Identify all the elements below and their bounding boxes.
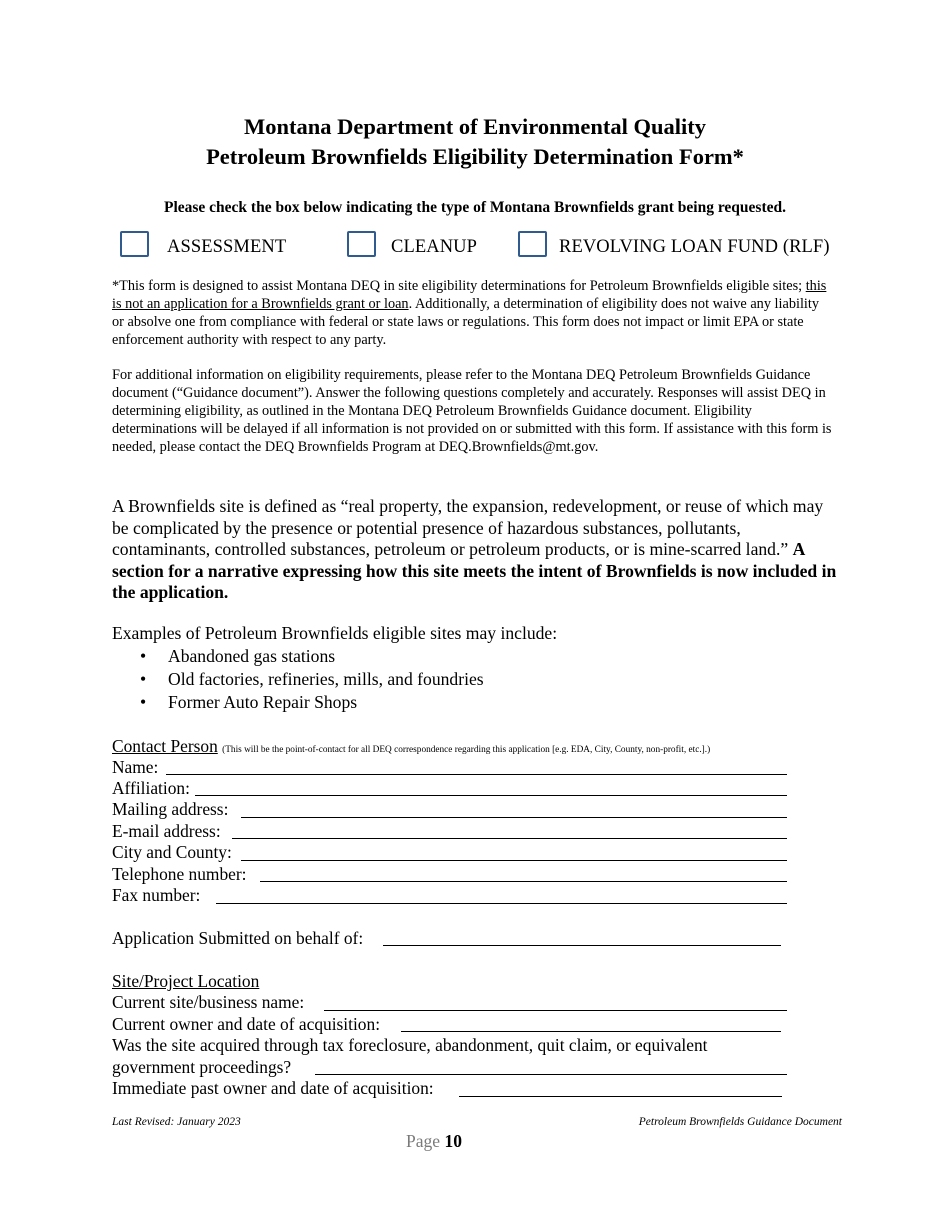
fax-field[interactable] xyxy=(216,903,787,904)
tax-foreclosure-label-2: government proceedings? xyxy=(112,1057,292,1077)
current-owner-label: Current owner and date of acquisition: xyxy=(112,1014,381,1034)
document-name: Petroleum Brownfields Guidance Document xyxy=(638,1116,842,1128)
affiliation-field[interactable] xyxy=(195,795,787,796)
cleanup-label: CLEANUP xyxy=(391,237,478,257)
site-business-name-field[interactable] xyxy=(324,1010,787,1011)
behalf-field[interactable] xyxy=(383,945,781,946)
definition-bold-note: A section for a narrative expressing how this site meets the intent of Brownfields is now included in the application. xyxy=(112,539,837,602)
examples-list xyxy=(112,645,484,714)
page-number-value: 10 xyxy=(444,1131,462,1151)
examples-intro: Examples of Petroleum Brownfields eligible sites may include: xyxy=(112,623,558,643)
disclaimer-underlined: this is not an application for a Brownfields grant or loan xyxy=(112,278,827,312)
past-owner-label: Immediate past owner and date of acquisition: xyxy=(112,1078,434,1098)
affiliation-label: Affiliation: xyxy=(112,778,190,798)
title-line-2: Petroleum Brownfields Eligibility Determination Form* xyxy=(206,144,744,169)
contact-section-heading xyxy=(112,736,710,757)
current-owner-field[interactable] xyxy=(401,1031,781,1032)
assessment-checkbox[interactable] xyxy=(120,231,149,257)
disclaimer-paragraph xyxy=(112,277,832,349)
behalf-label: Application Submitted on behalf of: xyxy=(112,928,364,948)
tax-foreclosure-field[interactable] xyxy=(315,1074,787,1075)
assessment-label: ASSESSMENT xyxy=(167,237,287,257)
name-field[interactable] xyxy=(166,774,787,775)
disclaimer-text-2: . Additionally, a determination of eligibility does not waive any liability or absolve one from compliance with federal or state laws or regulations. This form does not impact or limit EPA or state enforcement authority with respect to any party. xyxy=(112,296,820,348)
rlf-label: REVOLVING LOAN FUND (RLF) xyxy=(559,237,830,257)
rlf-checkbox[interactable] xyxy=(518,231,547,257)
cleanup-checkbox[interactable] xyxy=(347,231,376,257)
list-item: • Former Auto Repair Shops xyxy=(112,691,484,714)
contact-heading: Contact Person xyxy=(112,736,218,756)
grant-type-options xyxy=(0,230,950,262)
city-county-field[interactable] xyxy=(241,860,787,861)
site-location-heading: Site/Project Location xyxy=(112,971,260,991)
email-label: E-mail address: xyxy=(112,821,221,841)
name-label: Name: xyxy=(112,757,159,777)
tax-foreclosure-label-1: Was the site acquired through tax foreclosure, abandonment, quit claim, or equivalent xyxy=(112,1035,708,1055)
mailing-address-field[interactable] xyxy=(241,817,787,818)
page-label: Page xyxy=(406,1131,441,1151)
telephone-field[interactable] xyxy=(260,881,787,882)
last-revised: Last Revised: January 2023 xyxy=(112,1116,241,1128)
definition-text: A Brownfields site is defined as “real property, the expansion, redevelopment, or reuse of which may be complicated by the presence or potential presence of hazardous substances, pollutants, contaminants, controlled substances, petroleum or petroleum products, or is mine-scarred land.” xyxy=(112,496,824,559)
brownfields-definition xyxy=(112,496,842,604)
fax-label: Fax number: xyxy=(112,885,201,905)
list-item: • Abandoned gas stations xyxy=(112,645,484,668)
title-line-1: Montana Department of Environmental Quality xyxy=(243,114,707,139)
site-business-name-label: Current site/business name: xyxy=(112,992,305,1012)
list-item: • Old factories, refineries, mills, and foundries xyxy=(112,668,484,691)
grant-type-instruction: Please check the box below indicating the type of Montana Brownfields grant being requested. xyxy=(163,199,786,216)
past-owner-field[interactable] xyxy=(459,1096,782,1097)
city-county-label: City and County: xyxy=(112,842,232,862)
additional-info-paragraph: For additional information on eligibility requirements, please refer to the Montana DEQ Petroleum Brownfields Guidance document (“Guidance document”). Answer the following questions completely and accurately. Responses will assist DEQ in determining eligibility, as outlined in the Montana DEQ Petroleum Brownfields Guidance document. Eligibility determinations will be delayed if all information is not provided on or submitted with this form. If assistance with this form is needed, please contact the DEQ Brownfields Program at DEQ.Brownfields@mt.gov. xyxy=(112,367,832,455)
telephone-label: Telephone number: xyxy=(112,864,247,884)
page-number xyxy=(0,1131,868,1152)
disclaimer-text-1: *This form is designed to assist Montana DEQ in site eligibility determinations for Petroleum Brownfields eligible sites; xyxy=(112,278,806,294)
contact-note: (This will be the point-of-contact for all DEQ correspondence regarding this application [e.g. EDA, City, County, non-profit, etc.].) xyxy=(222,745,711,755)
email-field[interactable] xyxy=(232,838,787,839)
mailing-address-label: Mailing address: xyxy=(112,799,229,819)
